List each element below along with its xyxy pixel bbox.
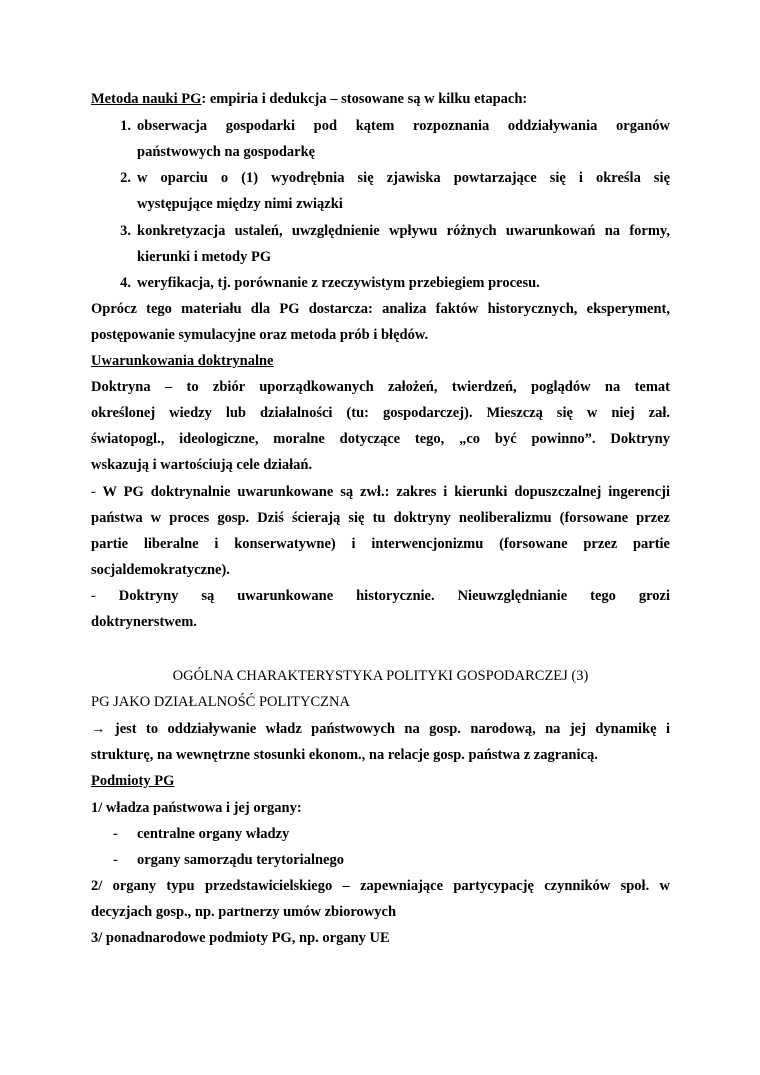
subject-1-item-text: centralne organy władzy xyxy=(137,826,290,842)
step-text: konkretyzacja ustaleń, uwzględnienie wpływu różnych uwarunkowań na formy, xyxy=(137,223,670,239)
dash-bullet: - xyxy=(113,852,118,868)
doctrinal-heading: Uwarunkowania doktrynalne xyxy=(91,353,274,369)
doctrinal-line: partie liberalne i konserwatywne) i interwencjonizmu (forsowane przez partie xyxy=(91,536,670,552)
step-text-cont: kierunki i metody PG xyxy=(137,249,272,265)
subject-3: 3/ ponadnarodowe podmioty PG, np. organy UE xyxy=(91,930,390,946)
doctrinal-line: socjaldemokratyczne). xyxy=(91,562,230,578)
subject-1: 1/ władza państwowa i jej organy: xyxy=(91,800,302,816)
doctrinal-line: doktrynerstwem. xyxy=(91,614,197,630)
section-title: OGÓLNA CHARAKTERYSTYKA POLITYKI GOSPODARCZEJ (3) xyxy=(172,668,589,684)
method-extra-line: Oprócz tego materiału dla PG dostarcza: analiza faktów historycznych, eksperyment, xyxy=(91,301,670,317)
step-text: obserwacja gospodarki pod kątem rozpoznania oddziaływania organów xyxy=(137,118,670,134)
step-text: weryfikacja, tj. porównanie z rzeczywistym przebiegiem procesu. xyxy=(137,275,540,291)
definition-line: → jest to oddziaływanie władz państwowych na gosp. narodową, na jej dynamikę i xyxy=(91,721,670,737)
subject-2: 2/ organy typu przedstawicielskiego – zapewniające partycypację czynników społ. w xyxy=(91,878,670,894)
doctrinal-line: wskazują i wartościują cele działań. xyxy=(91,457,313,473)
method-extra-line: postępowanie symulacyjne oraz metoda prób i błędów. xyxy=(91,327,429,343)
dash-bullet: - xyxy=(113,826,118,842)
doctrinal-line: Doktryna – to zbiór uporządkowanych założeń, twierdzeń, poglądów na temat xyxy=(91,379,670,395)
step-text-cont: występujące między nimi związki xyxy=(137,196,343,212)
method-heading xyxy=(91,91,527,108)
doctrinal-line: określonej wiedzy lub działalności (tu: gospodarczej). Mieszczą się w niej zał. xyxy=(91,405,670,421)
subject-1-item-text: organy samorządu terytorialnego xyxy=(137,852,344,868)
method-heading-rest: : empiria i dedukcja – stosowane są w kilku etapach: xyxy=(201,91,528,107)
definition-line: strukturę, na wewnętrzne stosunki ekonom., na relacje gosp. państwa z zagranicą. xyxy=(91,747,598,763)
step-text: w oparciu o (1) wyodrębnia się zjawiska powtarzające się i określa się xyxy=(137,170,670,186)
step-number: 3. xyxy=(120,223,131,239)
step-number: 1. xyxy=(120,118,131,134)
method-heading-underlined: Metoda nauki PG xyxy=(91,91,202,107)
step-text-cont: państwowych na gospodarkę xyxy=(137,144,316,160)
doctrinal-line: - Doktryny są uwarunkowane historycznie. Nieuwzględnianie tego grozi xyxy=(91,588,670,604)
subjects-heading: Podmioty PG xyxy=(91,773,175,789)
doctrinal-line: światopogl., ideologiczne, moralne dotyczące tego, „co być powinno”. Doktryny xyxy=(91,431,670,447)
step-number: 4. xyxy=(120,275,131,291)
step-number: 2. xyxy=(120,170,131,186)
doctrinal-line: - W PG doktrynalnie uwarunkowane są zwł.: zakres i kierunki dopuszczalnej ingerencji xyxy=(91,484,670,500)
section-subtitle: PG JAKO DZIAŁALNOŚĆ POLITYCZNA xyxy=(91,694,350,710)
subject-2-cont: decyzjach gosp., np. partnerzy umów zbiorowych xyxy=(91,904,397,920)
doctrinal-line: państwa w proces gosp. Dziś ścierają się tu doktryny neoliberalizmu (forsowane przez xyxy=(91,510,670,526)
